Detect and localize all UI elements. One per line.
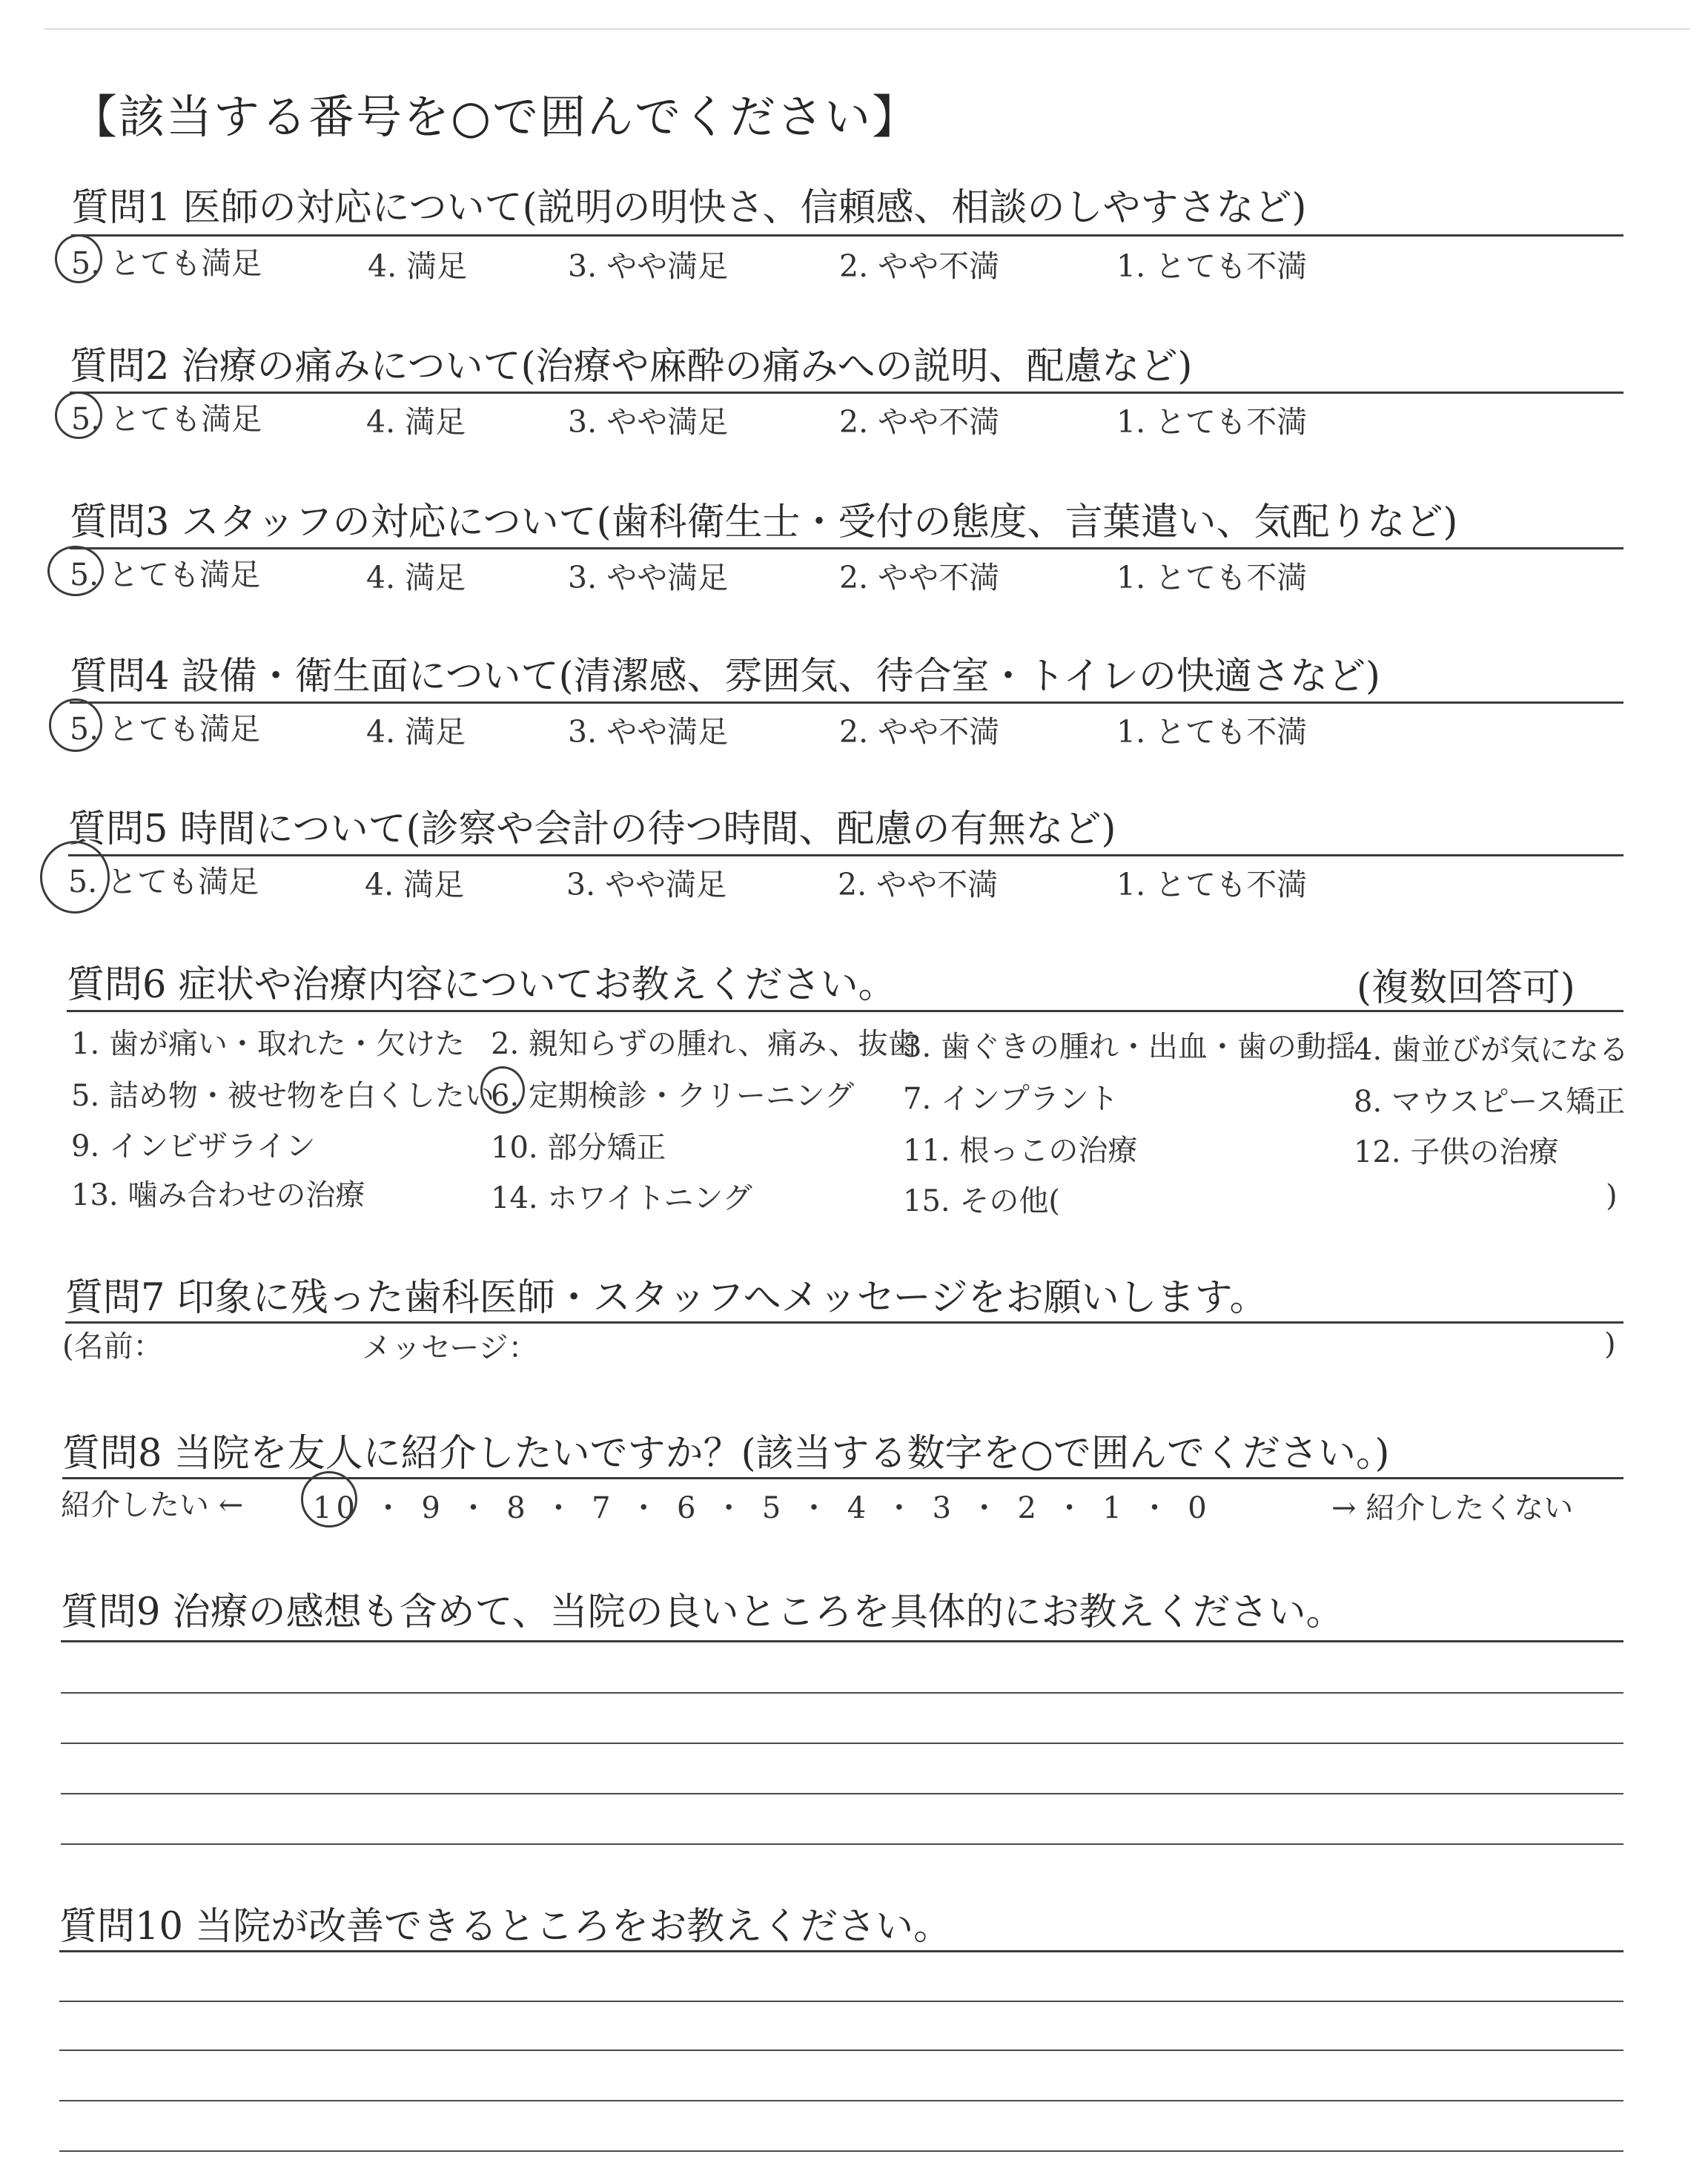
q1-option-1[interactable]: 1. とても不満 [1116,248,1308,284]
q9-answer-line-1[interactable] [61,1692,1623,1694]
q2-option-4[interactable]: 4. 満足 [366,404,466,440]
q2-option-2[interactable]: 2. やや不満 [839,404,1000,440]
question-7-rule [65,1321,1623,1324]
q5-option-2[interactable]: 2. やや不満 [838,867,999,902]
q6-option-12[interactable]: 12. 子供の治療 [1354,1135,1559,1169]
q8-scale[interactable]: 10 ・ 9 ・ 8 ・ 7 ・ 6 ・ 5 ・ 4 ・ 3 ・ 2 ・ 1 ・ 0 [313,1491,1211,1525]
question-3-title: 質問3 スタッフの対応について(歯科衛生士・受付の態度、言葉遣い、気配りなど) [70,501,1458,544]
q8-selected-circle [301,1471,357,1527]
q1-selected-circle [55,234,102,283]
q6-option-3[interactable]: 3. 歯ぐきの腫れ・出血・歯の動揺 [903,1030,1356,1064]
q1-option-4[interactable]: 4. 満足 [368,248,468,284]
scan-top-edge [44,28,1690,30]
question-10-title: 質問10 当院が改善できるところをお教えください。 [59,1905,952,1949]
q2-option-3[interactable]: 3. やや満足 [568,404,729,440]
q2-selected-circle [55,392,102,439]
q3-option-1[interactable]: 1. とても不満 [1116,560,1308,595]
q6-option-1[interactable]: 1. 歯が痛い・取れた・欠けた [71,1027,465,1061]
question-4-rule [70,701,1623,704]
question-7-title: 質問7 印象に残った歯科医師・スタッフへメッセージをお願いします。 [65,1276,1268,1320]
q3-option-3[interactable]: 3. やや満足 [568,560,729,595]
q3-option-4[interactable]: 4. 満足 [366,560,466,595]
q9-answer-line-4[interactable] [61,1843,1623,1845]
question-6-title: 質問6 症状や治療内容についてお教えください。 [67,963,896,1007]
q2-option-1[interactable]: 1. とても不満 [1116,404,1308,440]
q5-option-3[interactable]: 3. やや満足 [566,867,727,902]
question-1-title: 質問1 医師の対応について(説明の明快さ、信頼感、相談のしやすさなど) [71,186,1307,230]
q10-answer-line-3[interactable] [59,2100,1623,2101]
q10-answer-line-4[interactable] [59,2150,1623,2152]
q5-selected-circle [40,841,110,914]
question-2-title: 質問2 治療の痛みについて(治療や麻酔の痛みへの説明、配慮など) [70,345,1193,389]
q6-option-14[interactable]: 14. ホワイトニング [491,1181,752,1215]
question-8-title: 質問8 当院を友人に紹介したいですか？(該当する数字を○で囲んでください。) [62,1432,1390,1476]
question-1-rule [71,234,1623,237]
q8-right-label: → 紹介したくない [1331,1491,1574,1525]
q1-option-2[interactable]: 2. やや不満 [839,248,1000,284]
question-6-note: (複数回答可) [1357,966,1575,1010]
q6-option-11[interactable]: 11. 根っこの治療 [903,1134,1138,1168]
question-8-rule [62,1477,1623,1479]
q6-option-13[interactable]: 13. 噛み合わせの治療 [71,1178,365,1212]
q8-left-label: 紹介したい ← [61,1488,244,1522]
q4-option-1[interactable]: 1. とても不満 [1116,714,1308,750]
q4-option-3[interactable]: 3. やや満足 [568,714,729,750]
q4-selected-circle [49,698,102,752]
question-10-rule [59,1950,1623,1952]
q1-option-3[interactable]: 3. やや満足 [568,248,729,284]
q6-option-4[interactable]: 4. 歯並びが気になる [1354,1033,1629,1067]
q10-answer-line-1[interactable] [59,2001,1623,2002]
q4-option-5[interactable]: 5. とても満足 [70,711,261,747]
question-2-rule [70,392,1623,394]
q7-name-label: (名前： [62,1330,163,1364]
page-header: 【該当する番号を○で囲んでください】 [71,90,920,144]
q3-option-5[interactable]: 5. とても満足 [70,557,261,592]
question-6-rule [67,1010,1623,1012]
q6-selected-circle [480,1066,525,1114]
q4-option-2[interactable]: 2. やや不満 [839,714,1000,750]
q5-option-5[interactable]: 5. とても満足 [68,864,259,899]
q6-option-7[interactable]: 7. インプラント [903,1082,1119,1116]
q6-option-8[interactable]: 8. マウスピース矯正 [1354,1085,1626,1119]
q9-answer-line-2[interactable] [61,1743,1623,1744]
q7-close-paren: ) [1604,1327,1616,1361]
question-9-title: 質問9 治療の感想も含めて、当院の良いところを具体的にお教えください。 [61,1591,1344,1634]
q6-option-5[interactable]: 5. 詰め物・被せ物を白くしたい [71,1079,494,1113]
question-3-rule [70,547,1623,549]
q7-message-label: メッセージ： [362,1331,538,1365]
q1-option-5[interactable]: 5. とても満足 [71,245,262,281]
q6-option-6[interactable]: 6. 定期検診・クリーニング [491,1079,855,1113]
q5-option-4[interactable]: 4. 満足 [365,867,465,902]
question-9-rule [61,1640,1623,1642]
q2-option-5[interactable]: 5. とても満足 [71,401,262,437]
question-5-title: 質問5 時間について(診察や会計の待つ時間、配慮の有無など) [68,807,1116,851]
q3-selected-circle [47,546,104,596]
question-5-rule [68,854,1623,856]
q6-option-2[interactable]: 2. 親知らずの腫れ、痛み、抜歯 [491,1027,918,1061]
q10-answer-line-2[interactable] [59,2050,1623,2051]
q6-option-9[interactable]: 9. インビザライン [71,1129,316,1163]
q5-option-1[interactable]: 1. とても不満 [1116,867,1308,902]
question-4-title: 質問4 設備・衛生面について(清潔感、雰囲気、待合室・トイレの快適さなど) [70,655,1380,698]
q6-option-10[interactable]: 10. 部分矯正 [491,1131,666,1165]
q4-option-4[interactable]: 4. 満足 [366,714,466,750]
q6-option-15[interactable]: 15. その他( [903,1184,1060,1218]
q9-answer-line-3[interactable] [61,1793,1623,1794]
q6-option-15-close: ) [1606,1179,1618,1213]
q3-option-2[interactable]: 2. やや不満 [839,560,1000,595]
